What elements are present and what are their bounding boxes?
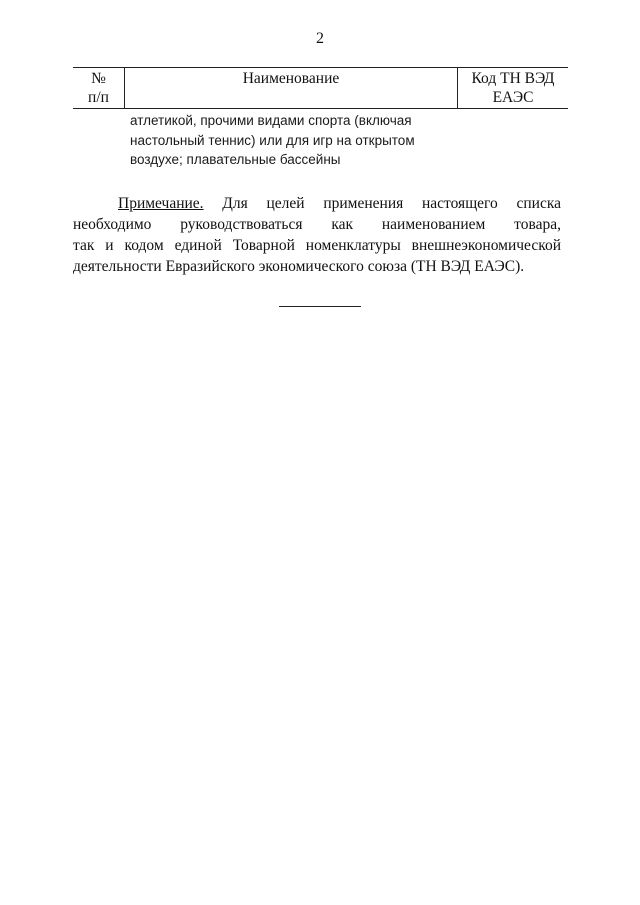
header-number-symbol: №	[91, 70, 106, 87]
header-code-cell	[458, 68, 568, 108]
row-continuation-text	[130, 111, 460, 170]
header-name-cell	[125, 68, 458, 108]
continuation-line: воздухе; плавательные бассейны	[130, 152, 341, 167]
continuation-line: настольный теннис) или для игр на открытом	[130, 132, 415, 148]
header-code-line1: Код ТН ВЭД	[471, 70, 555, 87]
note-line: так и кодом единой Товарной номенклатуры внешнеэкономической	[73, 237, 561, 254]
note-line: деятельности Евразийского экономического союза (ТН ВЭД ЕАЭС).	[73, 258, 525, 275]
note-line-text: Для целей применения настоящего списка	[203, 195, 561, 212]
note-label: Примечание.	[118, 195, 204, 212]
header-number-cell	[73, 68, 125, 108]
header-name-label: Наименование	[242, 70, 340, 87]
goods-table	[73, 67, 568, 109]
end-of-document-rule	[279, 306, 361, 307]
header-number-abbr: п/п	[88, 89, 109, 106]
page-number: 2	[316, 30, 324, 47]
note-paragraph	[73, 193, 561, 277]
note-line	[73, 193, 561, 214]
table-header	[73, 68, 568, 108]
continuation-line: атлетикой, прочими видами спорта (включая	[130, 113, 412, 128]
note-line: необходимо руководствоваться как наименованием товара,	[73, 216, 561, 233]
header-code-line2: ЕАЭС	[492, 89, 534, 106]
